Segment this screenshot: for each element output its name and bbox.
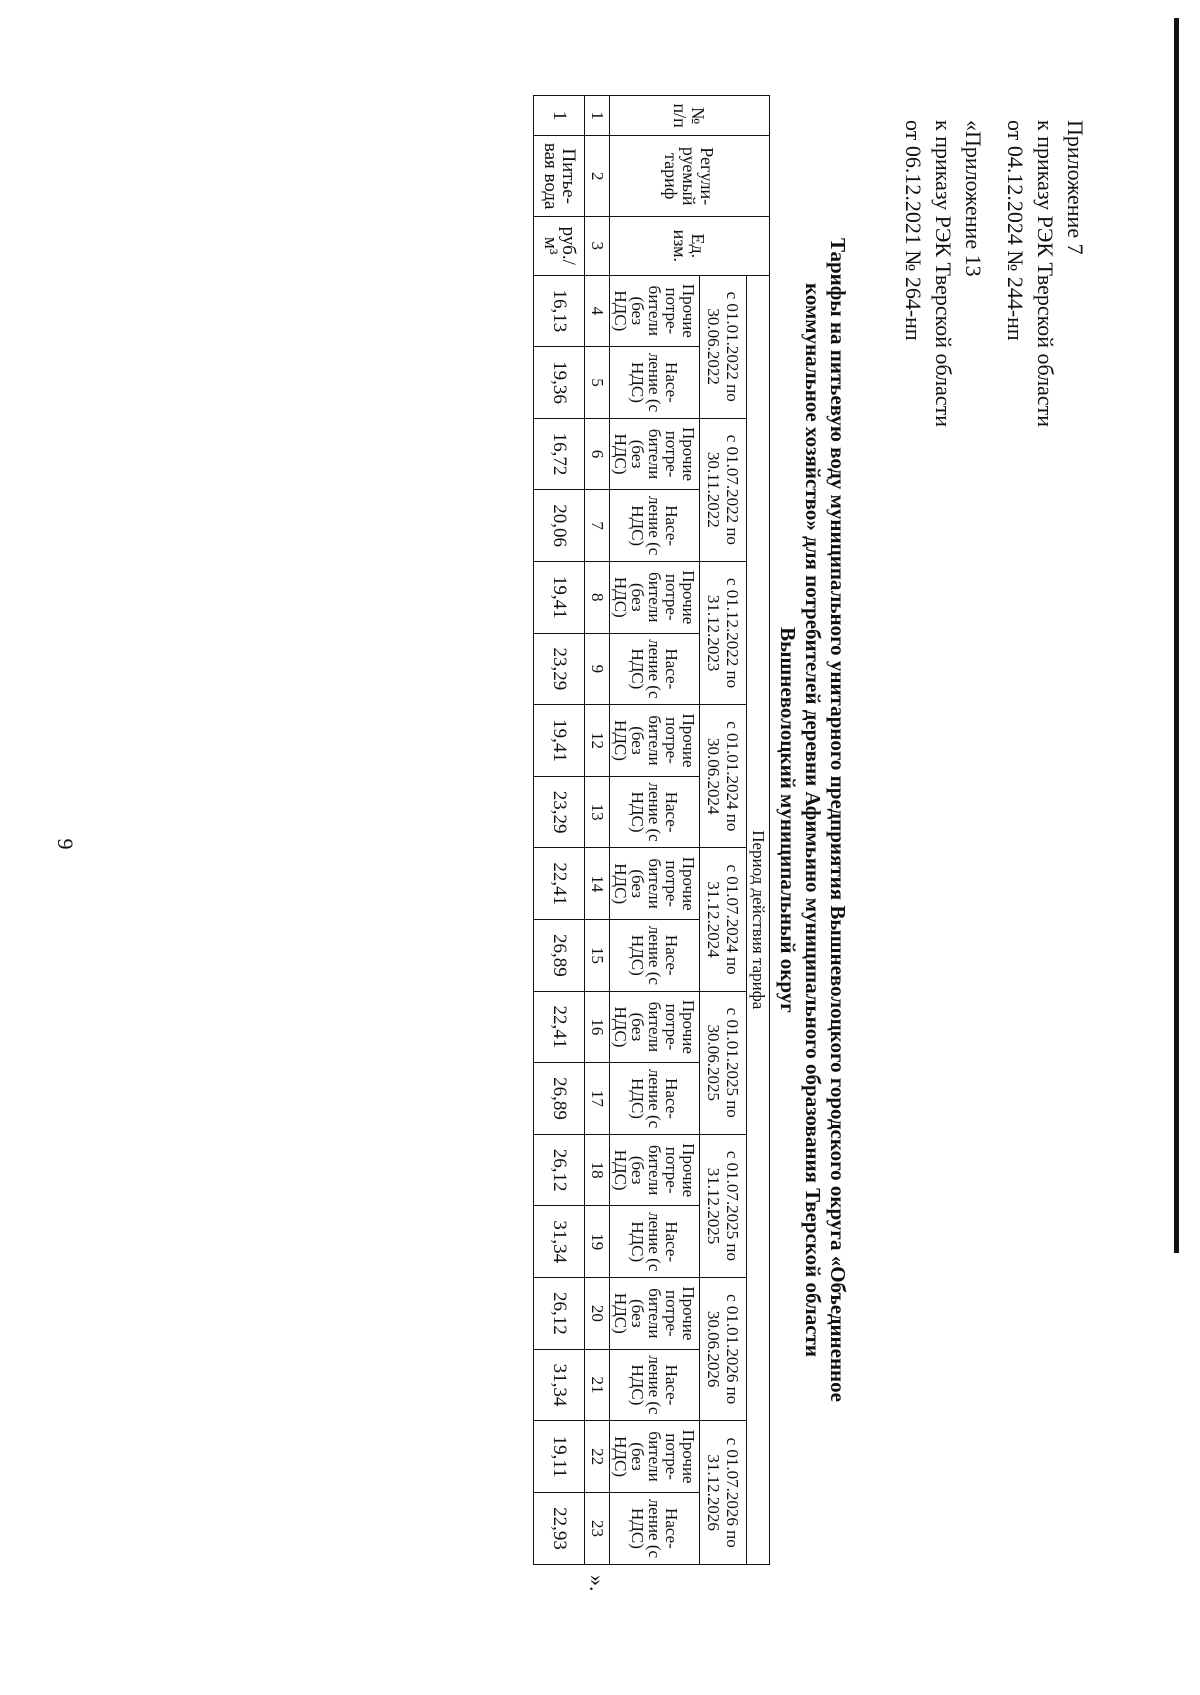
column-number: 21	[585, 1349, 610, 1421]
header-tariff: Регули-руемый тариф	[610, 136, 770, 217]
table-row	[534, 96, 585, 1565]
tariff-value: 16,13	[534, 275, 585, 347]
closing-quote: ».	[585, 1575, 610, 1592]
period-cell: с 01.07.2022 по 30.11.2022	[700, 418, 747, 561]
period-cell: с 01.01.2024 по 30.06.2024	[700, 705, 747, 848]
tariff-value: 22,41	[534, 991, 585, 1063]
tariff-value: 23,29	[534, 776, 585, 848]
appendix-line-1: Приложение 7	[1063, 120, 1088, 255]
column-number: 23	[585, 1492, 610, 1564]
tariff-value: 22,41	[534, 848, 585, 920]
period-cell: с 01.01.2022 по 30.06.2022	[700, 275, 747, 418]
consumer-population-header: Насе-ление (с НДС)	[610, 1492, 700, 1564]
period-cell: с 01.07.2026 по 31.12.2026	[700, 1421, 747, 1565]
page-number: 9	[53, 838, 78, 850]
tariff-value: 26,89	[534, 1063, 585, 1135]
column-number: 15	[585, 920, 610, 992]
column-number: 20	[585, 1278, 610, 1350]
previous-appendix-reference	[898, 120, 988, 640]
tariff-table	[533, 95, 770, 1565]
consumer-other-header: Прочие потре-бители (без НДС)	[610, 561, 700, 633]
tariff-value: 19,36	[534, 347, 585, 419]
consumer-other-header: Прочие потре-бители (без НДС)	[610, 1421, 700, 1493]
consumer-other-header: Прочие потре-бители (без НДС)	[610, 1134, 700, 1206]
row-unit: руб./м³	[534, 217, 585, 276]
column-number: 16	[585, 991, 610, 1063]
tariff-value: 20,06	[534, 490, 585, 562]
prev-appendix-line-2: к приказу РЭК Тверской области	[931, 120, 956, 428]
period-cell: с 01.07.2025 по 31.12.2025	[700, 1134, 747, 1277]
column-number: 13	[585, 776, 610, 848]
appendix-line-3: от 04.12.2024 № 244-нп	[1003, 120, 1028, 341]
title-line-1: Тарифы на питьевую воду муниципального унитарного предприятия Вышневолоцкого городского округа «Объединенное	[826, 238, 850, 1402]
row-tariff-name: Питье-вая вода	[534, 136, 585, 217]
consumer-population-header: Насе-ление (с НДС)	[610, 1206, 700, 1278]
consumer-other-header: Прочие потре-бители (без НДС)	[610, 275, 700, 347]
column-number: 3	[585, 217, 610, 276]
column-number: 7	[585, 490, 610, 562]
row-number: 1	[534, 96, 585, 136]
column-number: 22	[585, 1421, 610, 1493]
tariff-value: 16,72	[534, 418, 585, 490]
column-number: 2	[585, 136, 610, 217]
title-line-3: Вышневолоцкий муниципальный округ	[776, 627, 800, 1013]
consumer-population-header: Насе-ление (с НДС)	[610, 490, 700, 562]
consumer-population-header: Насе-ление (с НДС)	[610, 776, 700, 848]
consumer-population-header: Насе-ление (с НДС)	[610, 633, 700, 705]
prev-appendix-line-3: от 06.12.2021 № 264-нп	[901, 120, 926, 341]
consumer-population-header: Насе-ление (с НДС)	[610, 920, 700, 992]
consumer-other-header: Прочие потре-бители (без НДС)	[610, 418, 700, 490]
period-cell: с 01.01.2025 по 30.06.2025	[700, 991, 747, 1134]
column-number: 4	[585, 275, 610, 347]
tariff-value: 26,12	[534, 1134, 585, 1206]
header-period: Период действия тарифа	[747, 275, 770, 1564]
column-number: 17	[585, 1063, 610, 1135]
consumer-population-header: Насе-ление (с НДС)	[610, 1349, 700, 1421]
column-number: 18	[585, 1134, 610, 1206]
tariff-value: 19,41	[534, 561, 585, 633]
column-number: 19	[585, 1206, 610, 1278]
header-unit: Ед. изм.	[610, 217, 770, 276]
prev-appendix-line-1: «Приложение 13	[961, 120, 986, 277]
consumer-other-header: Прочие потре-бители (без НДС)	[610, 1278, 700, 1350]
column-number: 12	[585, 705, 610, 777]
tariff-value: 23,29	[534, 633, 585, 705]
consumer-population-header: Насе-ление (с НДС)	[610, 1063, 700, 1135]
document-title	[775, 90, 850, 1550]
period-cell: с 01.01.2026 по 30.06.2026	[700, 1278, 747, 1421]
consumer-other-header: Прочие потре-бители (без НДС)	[610, 848, 700, 920]
header-number: № п/п	[610, 96, 770, 136]
period-cell: с 01.12.2022 по 31.12.2023	[700, 561, 747, 704]
tariff-value: 26,12	[534, 1278, 585, 1350]
column-number: 8	[585, 561, 610, 633]
column-number: 5	[585, 347, 610, 419]
consumer-other-header: Прочие потре-бители (без НДС)	[610, 705, 700, 777]
tariff-value: 22,93	[534, 1492, 585, 1564]
tariff-value: 19,11	[534, 1421, 585, 1493]
consumer-other-header: Прочие потре-бители (без НДС)	[610, 991, 700, 1063]
tariff-value: 31,34	[534, 1349, 585, 1421]
consumer-population-header: Насе-ление (с НДС)	[610, 347, 700, 419]
appendix-reference	[1000, 120, 1090, 640]
tariff-value: 26,89	[534, 920, 585, 992]
tariff-value: 31,34	[534, 1206, 585, 1278]
column-number: 1	[585, 96, 610, 136]
rotated-landscape-content	[0, 30, 1200, 1665]
column-number: 6	[585, 418, 610, 490]
period-cell: с 01.07.2024 по 31.12.2024	[700, 848, 747, 991]
column-number: 14	[585, 848, 610, 920]
column-number: 9	[585, 633, 610, 705]
title-line-2: коммунальное хозяйство» для потребителей деревни Афимьино муниципального образования Тверской области	[801, 283, 825, 1357]
tariff-value: 19,41	[534, 705, 585, 777]
appendix-line-2: к приказу РЭК Тверской области	[1033, 120, 1058, 428]
